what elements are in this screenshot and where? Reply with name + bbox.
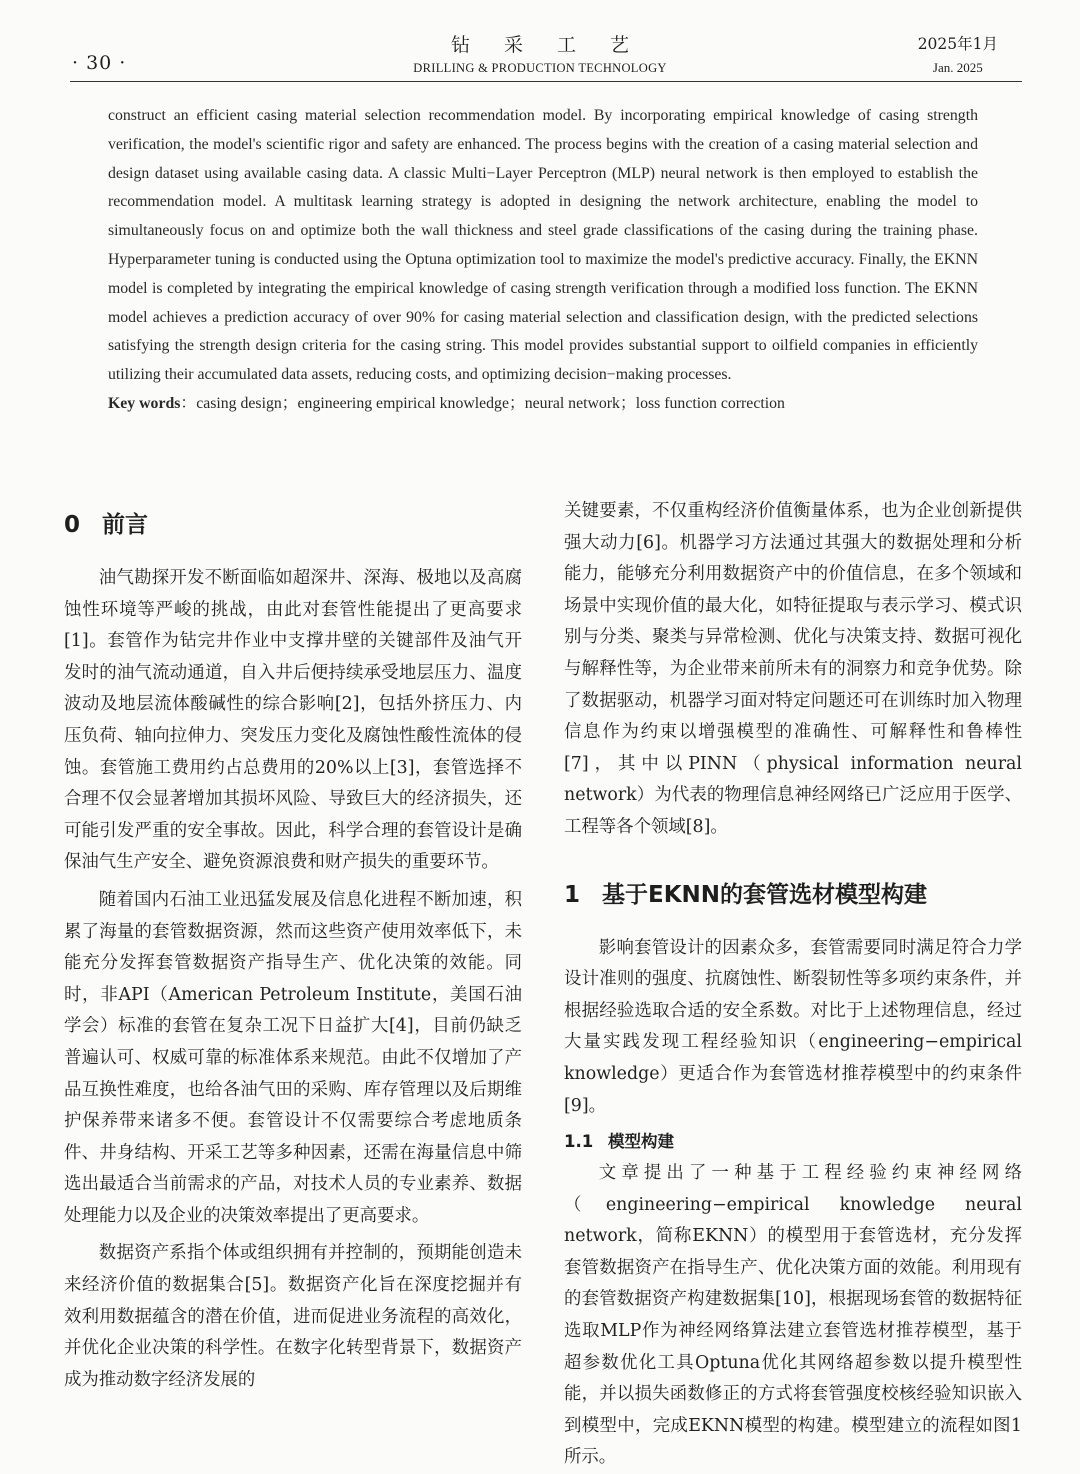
paragraph: 油气勘探开发不断面临如超深井、深海、极地以及高腐蚀性环境等严峻的挑战，由此对套管性能提出了更高要求[1]。套管作为钻完井作业中支撑井壁的关键部件及油气开发时的油气流动通道，自入井后便持续承受地层压力、温度波动及地层流体酸碱性的综合影响[2]，包括外挤压力、内压负荷、轴向拉伸力、突发压力变化及腐蚀性酸性流体的侵蚀。套管施工费用约占总费用的20%以上[3]，套管选择不合理不仅会显著增加其损坏风险、导致巨大的经济损失，还可能引发严重的安全事故。因此，科学合理的套管设计是确保油气生产安全、避免资源浪费和财产损失的重要环节。 [64,568,522,873]
section-number: 1 [564,881,581,908]
section-heading-1 [564,876,1022,909]
paragraph: 随着国内石油工业迅猛发展及信息化进程不断加速，积累了海量的套管数据资源，然而这些资产使用效率低下，未能充分发挥套管数据资产指导生产、优化决策的效能。同时，非API（American Petroleum Institute，美国石油学会）标准的套管在复杂工况下日益扩大[4]，目前仍缺乏普遍认可、权威可靠的标准体系来规范。由此不仅增加了产品互换性难度，也给各油气田的采购、库存管理以及后期维护保养带来诸多不便。套管设计不仅需要综合考虑地质条件、井身结构、开采工艺等多种因素，还需在海量信息中筛选出最适合当前需求的产品，对技术人员的专业素养、数据处理能力以及企业的决策效率提出了更高要求。 [64,889,522,1226]
right-column [564,496,1022,1474]
issue-date-en: Jan. 2025 [932,60,983,75]
page-header [0,0,1080,84]
keywords-label: Key words [108,394,181,412]
section-number: 0 [64,512,81,538]
section-title: 前言 [102,512,148,538]
paragraph: 影响套管设计的因素众多，套管需要同时满足符合力学设计准则的强度、抗腐蚀性、断裂韧性等多项约束条件，并根据经验选取合适的安全系数。对比于上述物理信息，经过大量实践发现工程经验知识（engineering−empirical knowledge）更适合作为套管选材推荐模型中的约束条件[9]。 [564,937,1022,1116]
keywords-line [108,390,978,419]
paragraph-continuation: 关键要素，不仅重构经济价值衡量体系，也为企业创新提供强大动力[6]。机器学习方法通过其强大的数据处理和分析能力，能够充分利用数据资产中的价值信息，在多个领域和场景中实现价值的最大化，如特征提取与表示学习、模式识别与分类、聚类与异常检测、优化与决策支持、数据可视化与解释性等，为企业带来前所未有的洞察力和竞争优势。除了数据驱动，机器学习面对特定问题还可在训练时加入物理信息作为约束以增强模型的准确性、可解释性和鲁棒性[7]，其中以PINN（physical information neural network）为代表的物理信息神经网络已广泛应用于医学、工程等各个领域[8]。 [564,501,1022,837]
left-column [64,500,522,1396]
journal-title-cn: 钻采工艺 [450,34,663,56]
paragraph: 数据资产系指个体或组织拥有并控制的，预期能创造未来经济价值的数据集合[5]。数据资产化旨在深度挖掘并有效利用数据蕴含的潜在价值，进而促进业务流程的高效化，并优化企业决策的科学性。在数字化转型背景下，数据资产成为推动数字经济发展的 [64,1243,522,1390]
journal-title-en: DRILLING & PRODUCTION TECHNOLOGY [413,61,667,75]
keywords-text: ：casing design；engineering empirical knowledge；neural network；loss function correction [180,394,785,412]
issue-date-cn: 2025年1月 [917,35,998,53]
subsection-heading [564,1128,1022,1152]
abstract-text: construct an efficient casing material selection recommendation model. By incorporating empirical knowledge of casing strength verification, the model's scientific rigor and safety are enhanced. The process begins with the creation of a casing material selection and design dataset using available casing data. A classic Multi−Layer Perceptron (MLP) neural network is then employed to establish the recommendation model. A multitask learning strategy is adopted in designing the network architecture, enabling the model to simultaneously focus on and optimize both the wall thickness and steel grade classifications of the casing during the training phase. Hyperparameter tuning is conducted using the Optuna optimization tool to maximize the model's predictive accuracy. Finally, the EKNN model is completed by integrating the empirical knowledge of casing strength verification through a modified loss function. The EKNN model achieves a prediction accuracy of over 90% for casing material selection and classification design, with the predicted selections satisfying the strength design criteria for the casing string. This model provides substantial support to oilfield companies in efficiently utilizing their accumulated data assets, reducing costs, and optimizing decision−making processes. [108,107,978,384]
section-heading-0 [64,506,522,539]
header-rule [70,81,1022,82]
section-title: 基于EKNN的套管选材模型构建 [602,881,928,908]
issue-date [918,32,998,76]
subsection-number: 1.1 [564,1132,594,1152]
abstract-block [108,102,978,419]
subsection-title: 模型构建 [608,1132,674,1152]
journal-title [330,30,750,76]
paragraph: 文章提出了一种基于工程经验约束神经网络（engineering−empirical knowledge neural network，简称EKNN）的模型用于套管选材，充分发挥套管数据资产在指导生产、优化决策方面的效能。利用现有的套管数据资产构建数据集[10]，根据现场套管的数据特征选取MLP作为神经网络算法建立套管选材推荐模型，基于超参数优化工具Optuna优化其网络超参数以提升模型性能，并以损失函数修正的方式将套管强度校核经验知识嵌入到模型中，完成EKNN模型的构建。模型建立的流程如图1所示。 [564,1163,1022,1468]
page-number: · 30 · [72,52,127,74]
